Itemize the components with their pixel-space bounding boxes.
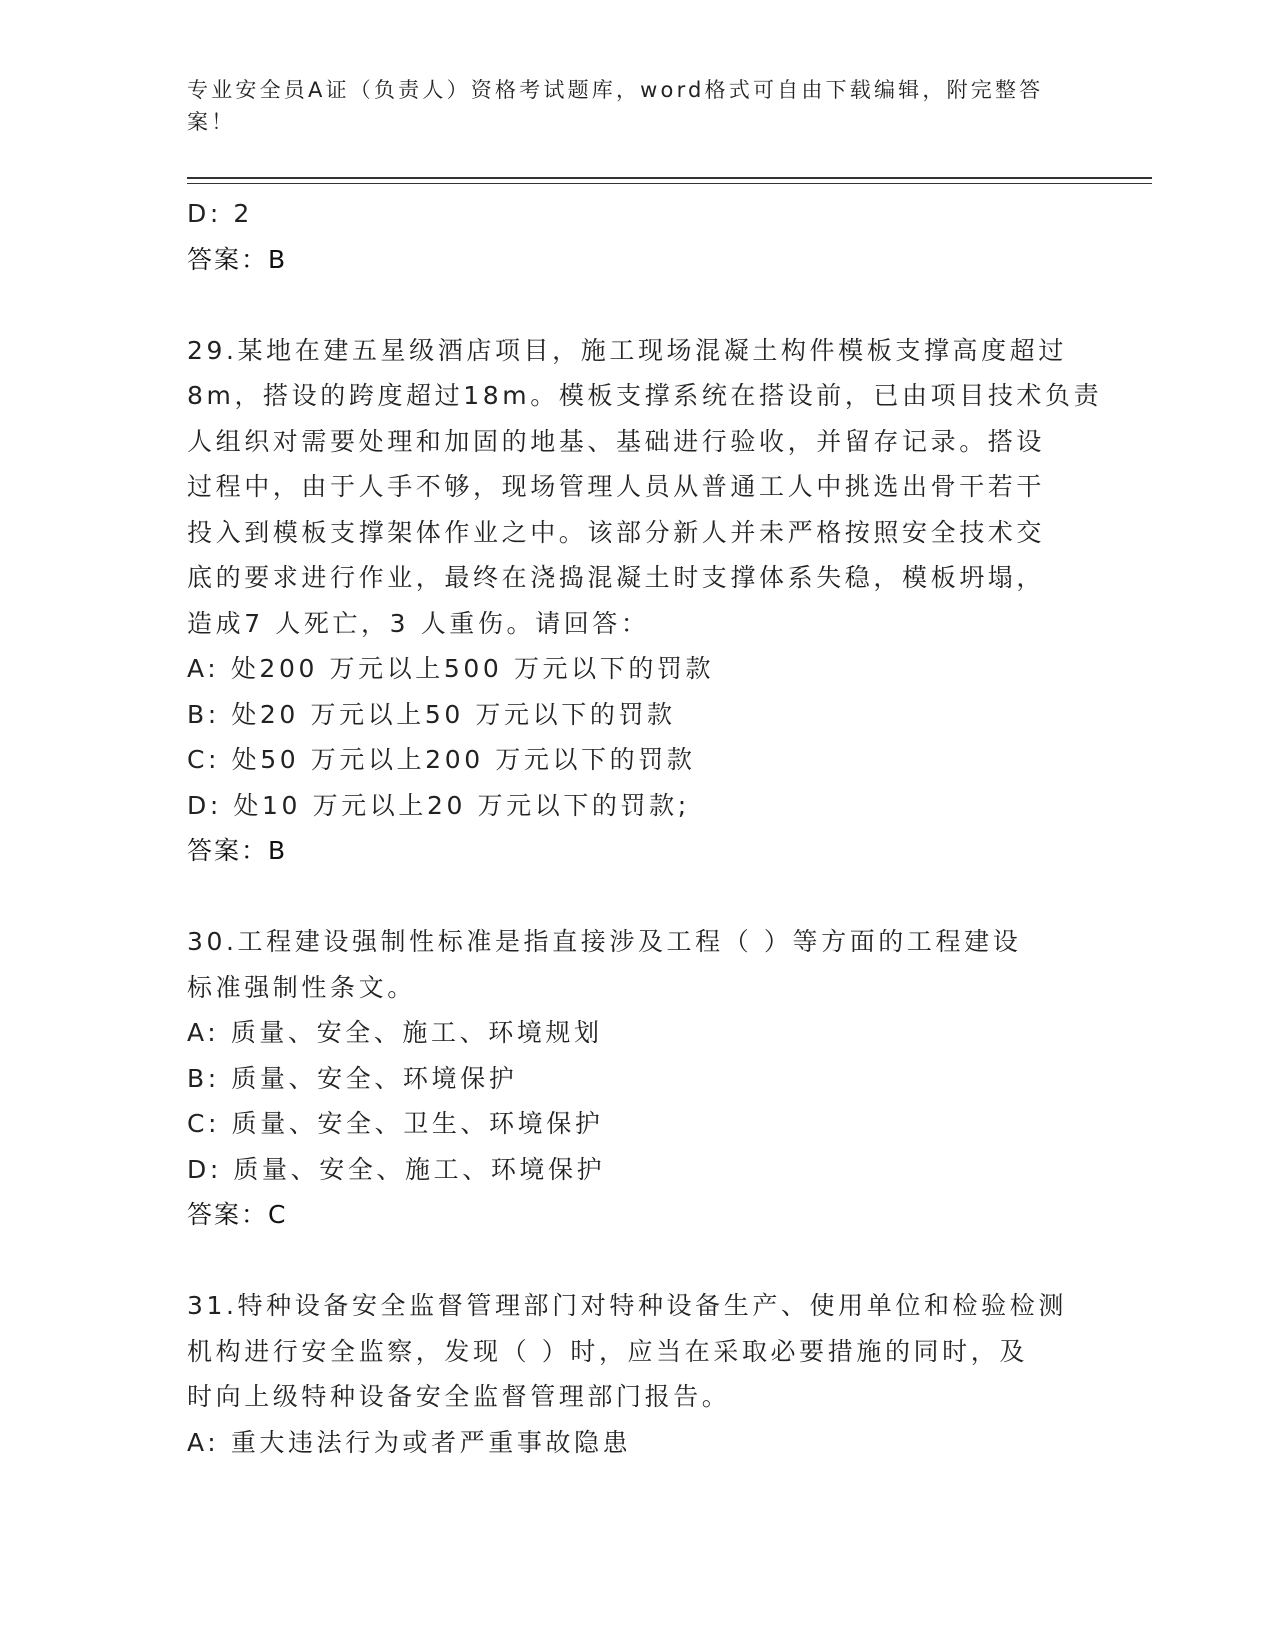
answer: 答案：B: [187, 836, 288, 865]
question-stem-line: 造成7 人死亡，3 人重伤。请回答：: [187, 608, 650, 638]
question-stem-line: 时向上级特种设备安全监督管理部门报告。: [187, 1382, 731, 1411]
question-stem-line: 标准强制性条文。: [187, 972, 416, 1002]
question-stem-line: 机构进行安全监察，发现（ ）时，应当在采取必要措施的同时，及: [187, 1336, 1028, 1366]
spacer: [187, 1238, 1082, 1284]
question-stem-line: 29.某地在建五星级酒店项目，施工现场混凝土构件模板支撑高度超过: [187, 335, 1067, 365]
header-rule-thick: [187, 177, 1152, 179]
question-stem-line: 过程中，由于人手不够，现场管理人员从普通工人中挑选出骨干若干: [187, 472, 1046, 501]
header-title-line-1: 专业安全员A证（负责人）资格考试题库，word格式可自由下载编辑，附完整答: [187, 78, 1044, 102]
header-title-line-2: 案！: [187, 110, 236, 134]
page-header: [187, 74, 1067, 138]
question-list: [187, 191, 1103, 1465]
question-stem-line: 人组织对需要处理和加固的地基、基础进行验收，并留存记录。搭设: [187, 426, 1046, 456]
option-a: A: 质量、安全、施工、环境规划: [187, 1018, 603, 1047]
spacer: [187, 282, 1082, 328]
question-stem-line: 31.特种设备安全监督管理部门对特种设备生产、使用单位和检验检测: [187, 1291, 1067, 1320]
question-28: [187, 191, 1082, 282]
answer: 答案：C: [187, 1200, 288, 1229]
question-stem-line: 底的要求进行作业，最终在浇捣混凝土时支撑体系失稳，模板坍塌，: [187, 563, 1046, 592]
option-a: A: 重大违法行为或者严重事故隐患: [187, 1427, 632, 1457]
question-29: [187, 328, 1103, 874]
option-b: B: 处20 万元以上50 万元以下的罚款: [187, 699, 676, 729]
option-d: D: 处10 万元以上20 万元以下的罚款;: [187, 790, 690, 820]
spacer: [187, 874, 1082, 920]
option-b: B: 质量、安全、环境保护: [187, 1063, 518, 1093]
option-c: C: 质量、安全、卫生、环境保护: [187, 1109, 604, 1138]
header-rule-thin: [187, 183, 1152, 184]
question-31: [187, 1283, 1082, 1465]
option-a: A: 处200 万元以上500 万元以下的罚款: [187, 654, 715, 683]
question-stem-line: 30.工程建设强制性标准是指直接涉及工程（ ）等方面的工程建设: [187, 927, 1022, 956]
question-stem-line: 投入到模板支撑架体作业之中。该部分新人并未严格按照安全技术交: [187, 517, 1046, 547]
option-d: D: 质量、安全、施工、环境保护: [187, 1154, 606, 1184]
question-stem-line: 8m，搭设的跨度超过18m。模板支撑系统在搭设前，已由项目技术负责: [187, 381, 1103, 410]
question-30: [187, 919, 1082, 1238]
option-c: C: 处50 万元以上200 万元以下的罚款: [187, 745, 696, 774]
answer: 答案：B: [187, 244, 288, 274]
option-d: D: 2: [187, 199, 253, 228]
